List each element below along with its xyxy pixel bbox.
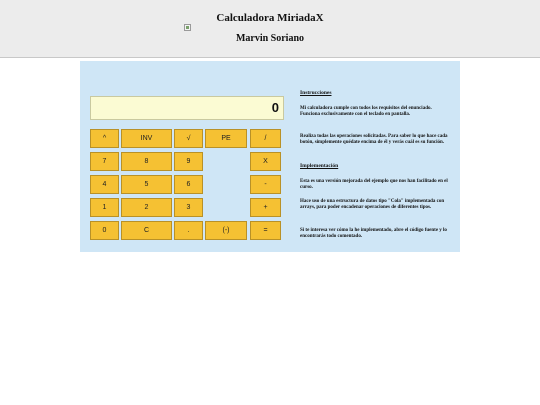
calculator-display: 0 [90,96,284,120]
divide-button[interactable]: / [250,129,281,148]
broken-image-icon [184,24,191,31]
clear-button[interactable]: C [121,221,172,240]
digit-6-button[interactable]: 6 [174,175,203,194]
page-header [0,0,540,58]
digit-2-button[interactable]: 2 [121,198,172,217]
instructions-heading: Instrucciones [300,90,332,96]
digit-5-button[interactable]: 5 [121,175,172,194]
digit-0-button[interactable]: 0 [90,221,119,240]
digit-3-button[interactable]: 3 [174,198,203,217]
implementation-heading: Implementación [300,163,339,169]
digit-8-button[interactable]: 8 [121,152,172,171]
implementation-paragraph-3: Si te interesa ver cómo la he implementado, abre el código fuente y lo encontrarás todo comentado. [300,228,447,240]
pe-button[interactable]: PE [205,129,247,148]
equals-button[interactable]: = [250,221,281,240]
implementation-paragraph-2: Hace uso de una estructura de datos tipo "Cola" implementada con arrays, para poder encadenar operaciones de diferentes tipos. [300,199,445,211]
instructions-paragraph-2: Realiza todas las operaciones solicitadas. Para saber lo que hace cada botón, simplemente quédate encima de él y verás cuál es su función. [300,134,448,146]
square-root-button[interactable]: √ [174,129,203,148]
inverse-button[interactable]: INV [121,129,172,148]
digit-7-button[interactable]: 7 [90,152,119,171]
digit-4-button[interactable]: 4 [90,175,119,194]
subtract-button[interactable]: - [250,175,281,194]
add-button[interactable]: + [250,198,281,217]
digit-9-button[interactable]: 9 [174,152,203,171]
negate-button[interactable]: (-) [205,221,247,240]
decimal-point-button[interactable]: . [174,221,203,240]
implementation-paragraph-1: Esta es una versión mejorada del ejemplo que nos han facilitado en el curso. [300,179,448,191]
digit-1-button[interactable]: 1 [90,198,119,217]
multiply-button[interactable]: X [250,152,281,171]
author-name: Marvin Soriano [235,33,305,44]
page-title: Calculadora MiriadaX [216,12,324,24]
instructions-paragraph-1: Mi calculadora cumple con todos los requisitos del enunciado. Funciona exclusivamente con el teclado en pantalla. [300,106,432,118]
power-button[interactable]: ^ [90,129,119,148]
